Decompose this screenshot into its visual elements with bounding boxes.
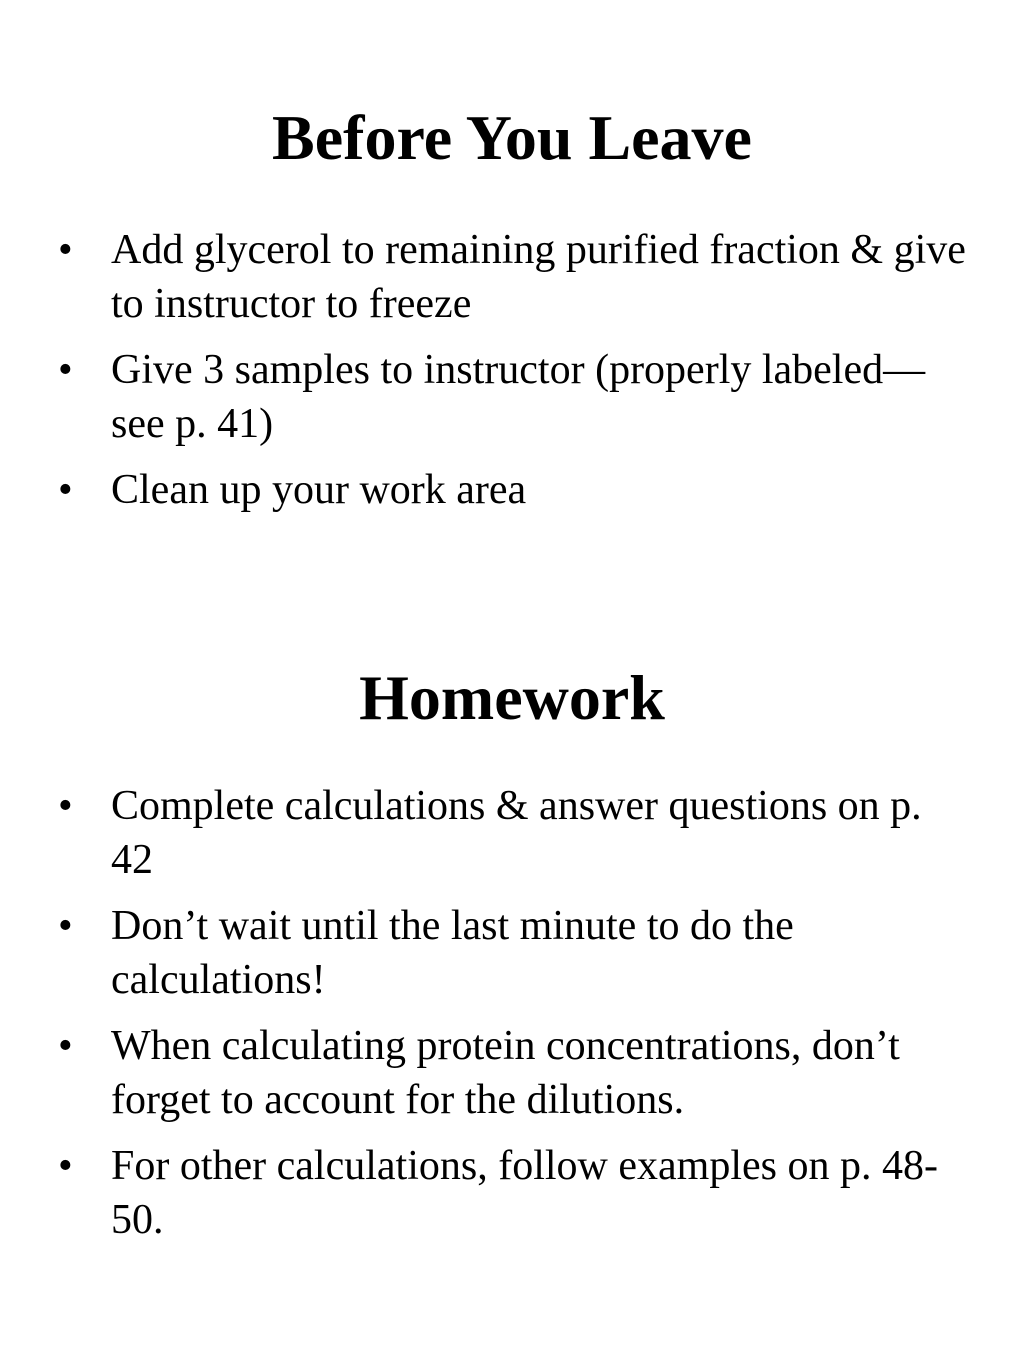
list-item — [0, 223, 1024, 331]
list-item — [0, 1019, 1024, 1127]
homework-section — [0, 660, 1024, 1259]
list-item-text: Add glycerol to remaining purified fraction & give to instructor to freeze — [111, 227, 966, 327]
before-you-leave-section — [0, 100, 1024, 529]
homework-title: Homework — [359, 662, 665, 733]
bullet-icon: • — [58, 903, 73, 949]
list-item-text: Clean up your work area — [111, 467, 527, 513]
bullet-icon: • — [58, 1023, 73, 1069]
bullet-icon: • — [58, 783, 73, 829]
bullet-icon: • — [58, 227, 73, 273]
list-item — [0, 779, 1024, 887]
bullet-icon: • — [58, 467, 73, 513]
list-item-text: Don’t wait until the last minute to do the calculations! — [111, 903, 794, 1003]
list-item — [0, 343, 1024, 451]
list-item — [0, 463, 1024, 517]
before-you-leave-list — [0, 223, 1024, 517]
list-item-text: Give 3 samples to instructor (properly labeled—see p. 41) — [111, 347, 926, 447]
list-item-text: Complete calculations & answer questions on p. 42 — [111, 783, 922, 883]
list-item-text: When calculating protein concentrations, don’t forget to account for the dilutions. — [111, 1023, 900, 1123]
before-you-leave-title: Before You Leave — [272, 102, 752, 173]
bullet-icon: • — [58, 1143, 73, 1189]
list-item-text: For other calculations, follow examples on p. 48-50. — [111, 1143, 938, 1243]
list-item — [0, 899, 1024, 1007]
bullet-icon: • — [58, 347, 73, 393]
list-item — [0, 1139, 1024, 1247]
homework-list — [0, 779, 1024, 1247]
